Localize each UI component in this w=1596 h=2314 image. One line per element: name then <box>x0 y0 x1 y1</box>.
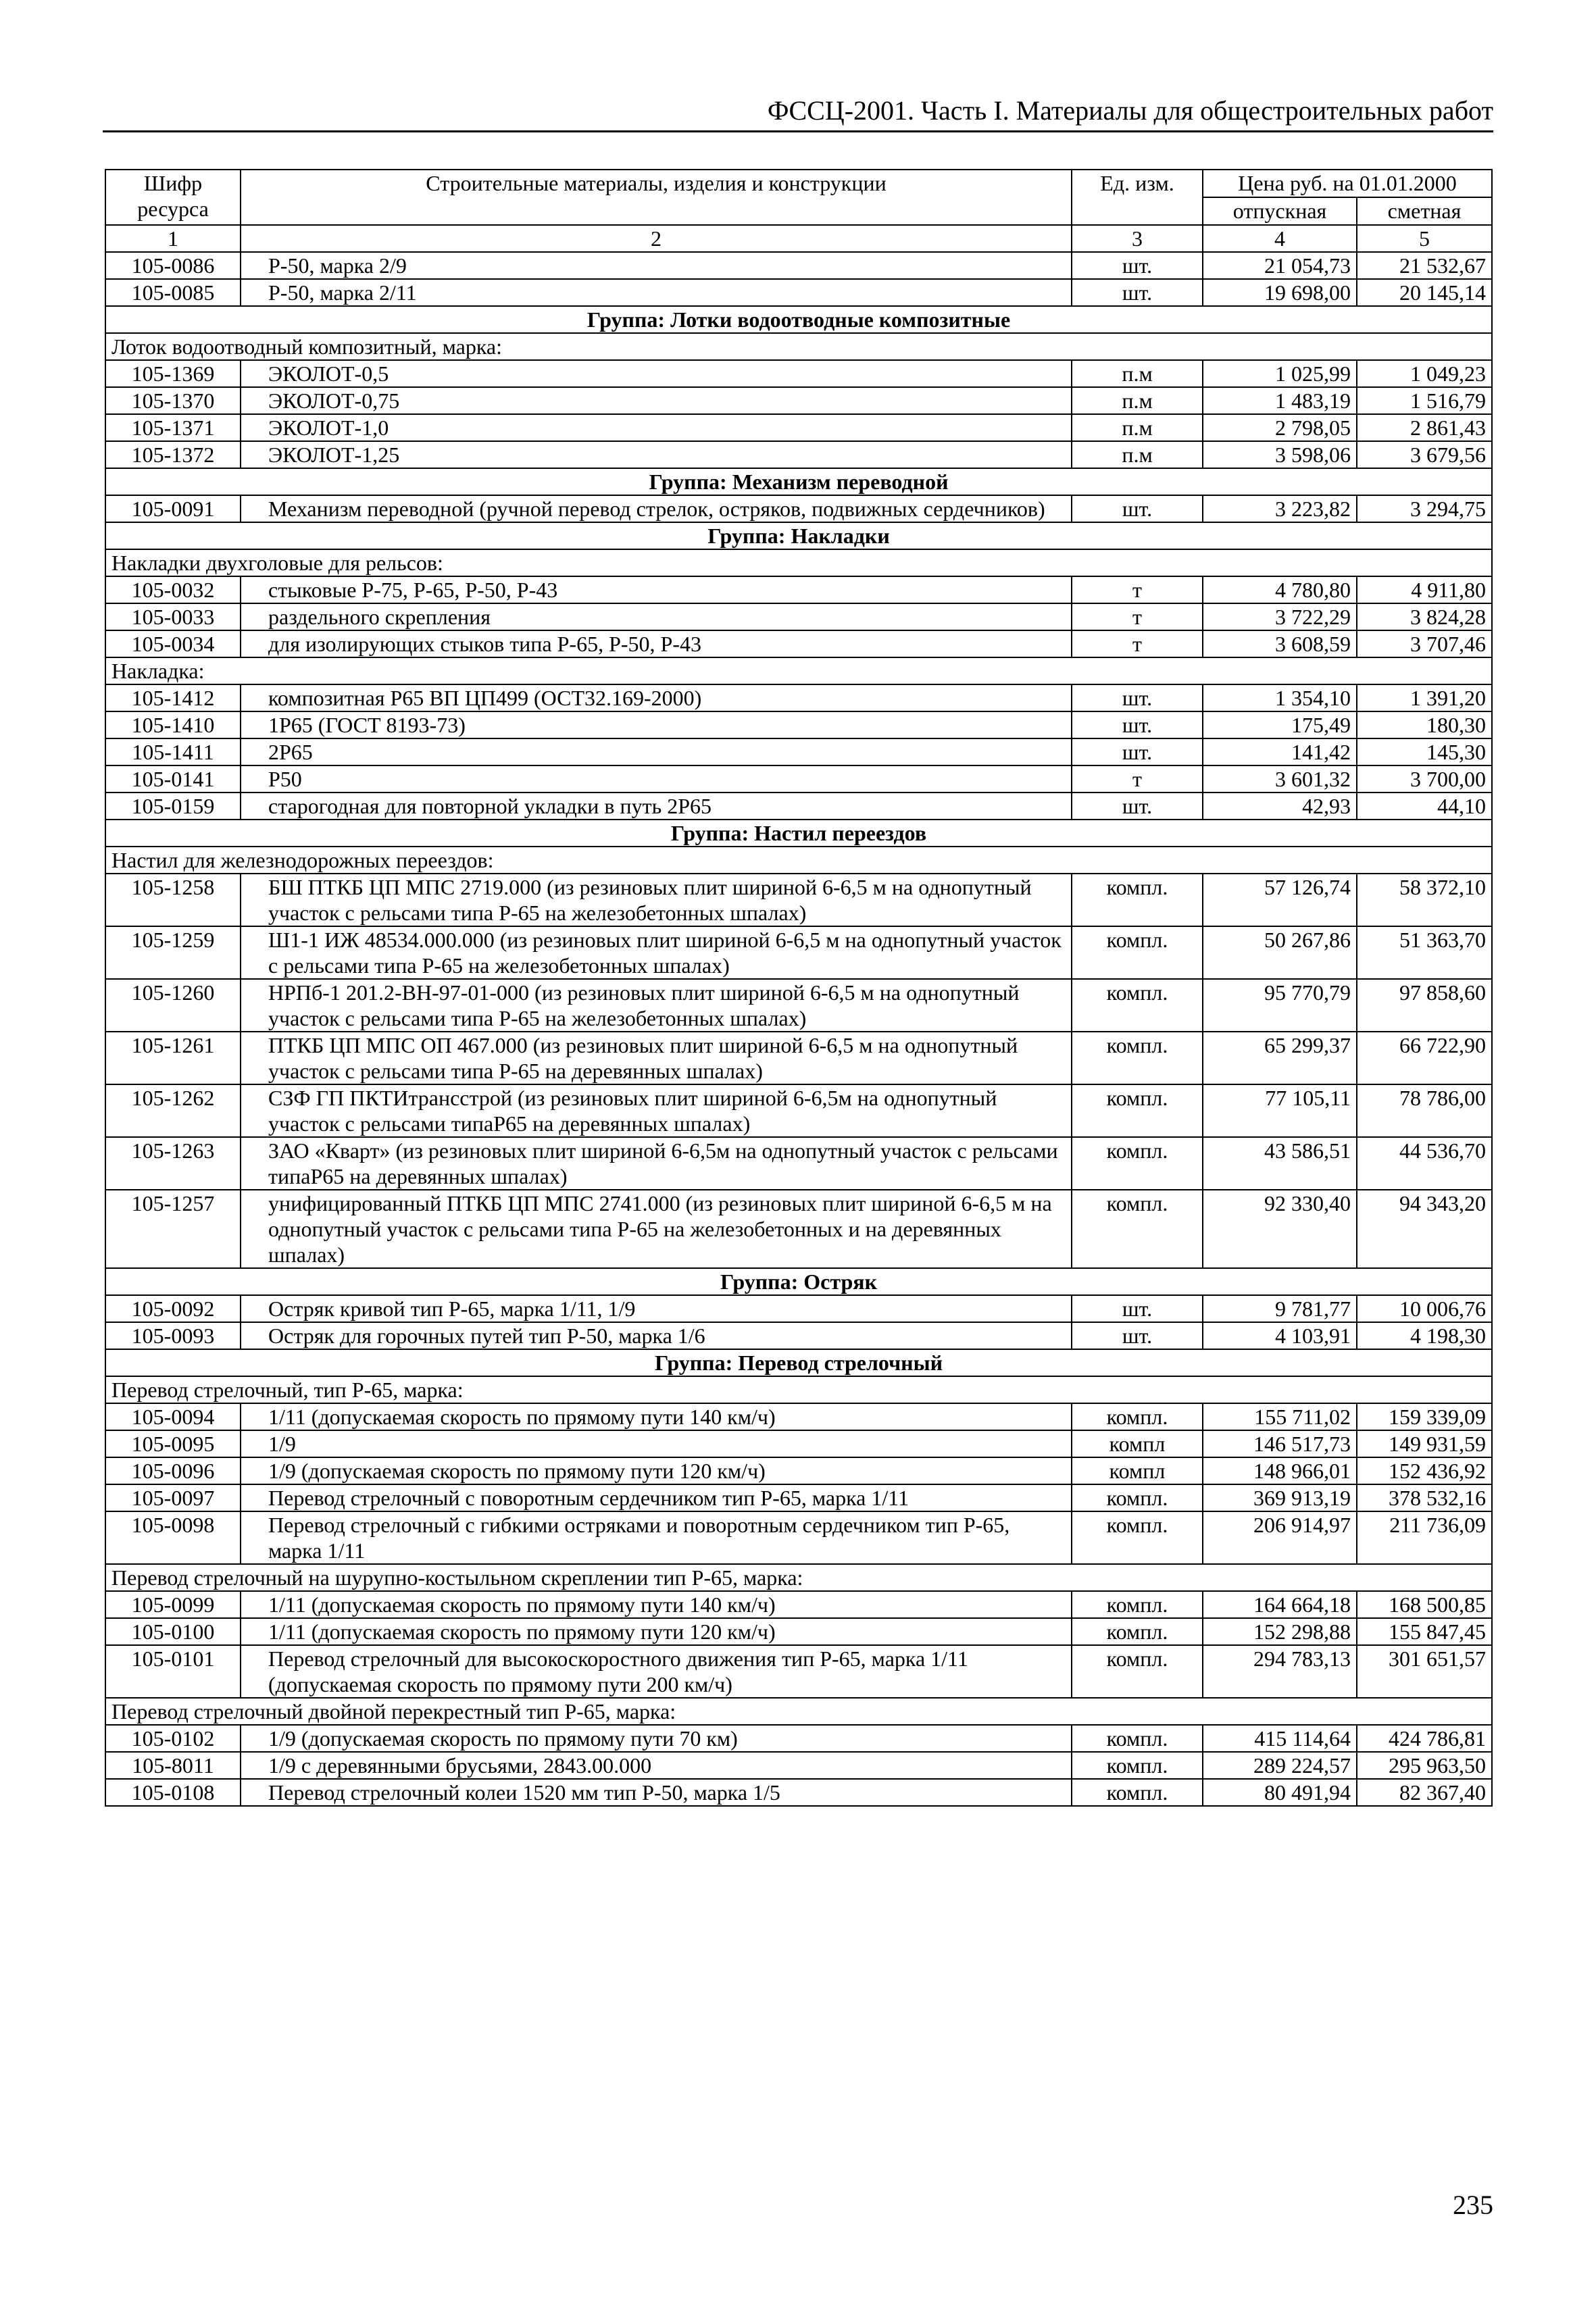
subheading: Перевод стрелочный на шурупно-костыльном скреплении тип Р-65, марка: <box>105 1564 1492 1591</box>
group-heading: Группа: Остряк <box>105 1268 1492 1295</box>
release-price: 21 054,73 <box>1203 252 1357 279</box>
material-name: Перевод стрелочный для высокоскоростного движения тип Р-65, марка 1/11 (допускаемая скорость по прямому пути 200 км/ч) <box>241 1645 1072 1698</box>
material-name: 1/11 (допускаемая скорость по прямому пути 140 км/ч) <box>241 1591 1072 1618</box>
table-row <box>105 441 1492 468</box>
group-heading: Группа: Настил переездов <box>105 820 1492 847</box>
resource-code: 105-1260 <box>105 979 241 1032</box>
material-name: Механизм переводной (ручной перевод стрелок, остряков, подвижных сердечников) <box>241 495 1072 522</box>
estimate-price: 378 532,16 <box>1357 1484 1492 1511</box>
group-heading-row <box>105 1349 1492 1376</box>
estimate-price: 180,30 <box>1357 711 1492 738</box>
unit-cell: компл. <box>1072 1779 1203 1806</box>
colnum-2: 2 <box>241 225 1072 252</box>
release-price: 3 601,32 <box>1203 765 1357 793</box>
unit-cell: т <box>1072 765 1203 793</box>
material-name: Перевод стрелочный с поворотным сердечником тип Р-65, марка 1/11 <box>241 1484 1072 1511</box>
unit-cell: шт. <box>1072 495 1203 522</box>
estimate-price: 3 707,46 <box>1357 630 1492 657</box>
estimate-price: 97 858,60 <box>1357 979 1492 1032</box>
resource-code: 105-1411 <box>105 738 241 765</box>
material-name: 1/11 (допускаемая скорость по прямому пути 120 км/ч) <box>241 1618 1072 1645</box>
material-name: 1/9 (допускаемая скорость по прямому пути 70 км) <box>241 1725 1072 1752</box>
header-name: Строительные материалы, изделия и конструкции <box>241 170 1072 225</box>
resource-code: 105-0092 <box>105 1295 241 1322</box>
material-name: старогодная для повторной укладки в путь 2Р65 <box>241 793 1072 820</box>
estimate-price: 3 824,28 <box>1357 603 1492 630</box>
unit-cell: компл. <box>1072 1725 1203 1752</box>
release-price: 148 966,01 <box>1203 1457 1357 1484</box>
resource-code: 105-1412 <box>105 684 241 711</box>
page-header-title: ФССЦ-2001. Часть I. Материалы для общестроительных работ <box>767 95 1493 126</box>
header-price: Цена руб. на 01.01.2000 <box>1203 170 1492 197</box>
group-heading-row <box>105 1268 1492 1295</box>
table-row <box>105 1779 1492 1806</box>
material-name: 1/9 (допускаемая скорость по прямому пути 120 км/ч) <box>241 1457 1072 1484</box>
resource-code: 105-0108 <box>105 1779 241 1806</box>
unit-cell: шт. <box>1072 1322 1203 1349</box>
table-row <box>105 765 1492 793</box>
resource-code: 105-0095 <box>105 1430 241 1457</box>
estimate-price: 94 343,20 <box>1357 1190 1492 1268</box>
release-price: 164 664,18 <box>1203 1591 1357 1618</box>
release-price: 4 103,91 <box>1203 1322 1357 1349</box>
unit-cell: компл. <box>1072 1752 1203 1779</box>
subheading: Перевод стрелочный двойной перекрестный тип Р-65, марка: <box>105 1698 1492 1725</box>
subheading-row <box>105 1564 1492 1591</box>
table-header-row <box>105 170 1492 197</box>
unit-cell: компл <box>1072 1457 1203 1484</box>
material-name: Перевод стрелочный колеи 1520 мм тип Р-50, марка 1/5 <box>241 1779 1072 1806</box>
unit-cell: шт. <box>1072 793 1203 820</box>
estimate-price: 82 367,40 <box>1357 1779 1492 1806</box>
unit-cell: т <box>1072 603 1203 630</box>
header-release-price: отпускная <box>1203 197 1357 225</box>
table-row <box>105 793 1492 820</box>
unit-cell: компл. <box>1072 1618 1203 1645</box>
resource-code: 105-1263 <box>105 1137 241 1190</box>
material-name: унифицированный ПТКБ ЦП МПС 2741.000 (из резиновых плит шириной 6-6,5 м на однопутный участок с рельсами типа Р-65 на железобетонных и на деревянных шпалах) <box>241 1190 1072 1268</box>
resource-code: 105-1258 <box>105 874 241 926</box>
unit-cell: шт. <box>1072 279 1203 306</box>
subheading: Лоток водоотводный композитный, марка: <box>105 333 1492 360</box>
unit-cell: п.м <box>1072 441 1203 468</box>
subheading-row <box>105 657 1492 684</box>
release-price: 2 798,05 <box>1203 414 1357 441</box>
estimate-price: 1 391,20 <box>1357 684 1492 711</box>
estimate-price: 44,10 <box>1357 793 1492 820</box>
subheading-row <box>105 1698 1492 1725</box>
release-price: 43 586,51 <box>1203 1137 1357 1190</box>
colnum-3: 3 <box>1072 225 1203 252</box>
header-unit: Ед. изм. <box>1072 170 1203 225</box>
release-price: 155 711,02 <box>1203 1403 1357 1430</box>
header-rule <box>103 130 1493 132</box>
table-row <box>105 1032 1492 1084</box>
resource-code: 105-1259 <box>105 926 241 979</box>
colnum-1: 1 <box>105 225 241 252</box>
resource-code: 105-0094 <box>105 1403 241 1430</box>
estimate-price: 149 931,59 <box>1357 1430 1492 1457</box>
estimate-price: 1 049,23 <box>1357 360 1492 387</box>
table-row <box>105 979 1492 1032</box>
subheading-row <box>105 333 1492 360</box>
release-price: 141,42 <box>1203 738 1357 765</box>
resource-code: 105-0097 <box>105 1484 241 1511</box>
material-name: Р-50, марка 2/11 <box>241 279 1072 306</box>
table-row <box>105 1403 1492 1430</box>
resource-code: 105-0033 <box>105 603 241 630</box>
estimate-price: 78 786,00 <box>1357 1084 1492 1137</box>
table-row <box>105 1618 1492 1645</box>
header-code: Шифр ресурса <box>105 170 241 225</box>
estimate-price: 10 006,76 <box>1357 1295 1492 1322</box>
material-name: НРПб-1 201.2-ВН-97-01-000 (из резиновых плит шириной 6-6,5 м на однопутный участок с рельсами типа Р-65 на железобетонных шпалах) <box>241 979 1072 1032</box>
release-price: 146 517,73 <box>1203 1430 1357 1457</box>
table-row <box>105 414 1492 441</box>
table-row <box>105 1322 1492 1349</box>
unit-cell: компл. <box>1072 1032 1203 1084</box>
release-price: 1 025,99 <box>1203 360 1357 387</box>
material-name: 1Р65 (ГОСТ 8193-73) <box>241 711 1072 738</box>
estimate-price: 51 363,70 <box>1357 926 1492 979</box>
group-heading-row <box>105 820 1492 847</box>
table-row <box>105 1591 1492 1618</box>
release-price: 19 698,00 <box>1203 279 1357 306</box>
resource-code: 105-1369 <box>105 360 241 387</box>
colnum-5: 5 <box>1357 225 1492 252</box>
release-price: 4 780,80 <box>1203 576 1357 603</box>
unit-cell: шт. <box>1072 1295 1203 1322</box>
material-name: композитная Р65 ВП ЦП499 (ОСТ32.169-2000) <box>241 684 1072 711</box>
group-heading: Группа: Механизм переводной <box>105 468 1492 495</box>
subheading-row <box>105 847 1492 874</box>
release-price: 57 126,74 <box>1203 874 1357 926</box>
resource-code: 105-1370 <box>105 387 241 414</box>
resource-code: 105-1257 <box>105 1190 241 1268</box>
material-name: Ш1-1 ИЖ 48534.000.000 (из резиновых плит шириной 6-6,5 м на однопутный участок с рельсами типа Р-65 на железобетонных шпалах) <box>241 926 1072 979</box>
resource-code: 105-0086 <box>105 252 241 279</box>
unit-cell: компл. <box>1072 926 1203 979</box>
unit-cell: компл. <box>1072 1137 1203 1190</box>
release-price: 42,93 <box>1203 793 1357 820</box>
unit-cell: компл <box>1072 1430 1203 1457</box>
group-heading-row <box>105 522 1492 549</box>
release-price: 369 913,19 <box>1203 1484 1357 1511</box>
table-row <box>105 1752 1492 1779</box>
material-name: стыковые Р-75, Р-65, Р-50, Р-43 <box>241 576 1072 603</box>
estimate-price: 3 679,56 <box>1357 441 1492 468</box>
release-price: 95 770,79 <box>1203 979 1357 1032</box>
table-row <box>105 252 1492 279</box>
table-row <box>105 874 1492 926</box>
release-price: 9 781,77 <box>1203 1295 1357 1322</box>
material-name: Остряк для горочных путей тип Р-50, марка 1/6 <box>241 1322 1072 1349</box>
table-row <box>105 360 1492 387</box>
release-price: 3 608,59 <box>1203 630 1357 657</box>
material-name: ЗАО «Кварт» (из резиновых плит шириной 6-6,5м на однопутный участок с рельсами типаР65 на деревянных шпалах) <box>241 1137 1072 1190</box>
estimate-price: 21 532,67 <box>1357 252 1492 279</box>
estimate-price: 3 700,00 <box>1357 765 1492 793</box>
unit-cell: компл. <box>1072 1190 1203 1268</box>
unit-cell: п.м <box>1072 387 1203 414</box>
table-row <box>105 711 1492 738</box>
material-name: Р50 <box>241 765 1072 793</box>
unit-cell: шт. <box>1072 738 1203 765</box>
estimate-price: 1 516,79 <box>1357 387 1492 414</box>
material-name: БШ ПТКБ ЦП МПС 2719.000 (из резиновых плит шириной 6-6,5 м на однопутный участок с рельсами типа Р-65 на железобетонных шпалах) <box>241 874 1072 926</box>
estimate-price: 145,30 <box>1357 738 1492 765</box>
table-row <box>105 1137 1492 1190</box>
colnum-4: 4 <box>1203 225 1357 252</box>
material-name: 1/9 с деревянными брусьями, 2843.00.000 <box>241 1752 1072 1779</box>
resource-code: 105-0141 <box>105 765 241 793</box>
page-number: 235 <box>1453 2190 1493 2220</box>
material-name: СЗФ ГП ПКТИтрансстрой (из резиновых плит шириной 6-6,5м на однопутный участок с рельсами типаР65 на деревянных шпалах) <box>241 1084 1072 1137</box>
release-price: 206 914,97 <box>1203 1511 1357 1564</box>
release-price: 1 483,19 <box>1203 387 1357 414</box>
group-heading: Группа: Накладки <box>105 522 1492 549</box>
release-price: 50 267,86 <box>1203 926 1357 979</box>
unit-cell: компл. <box>1072 874 1203 926</box>
table-row <box>105 387 1492 414</box>
table-row <box>105 603 1492 630</box>
subheading-row <box>105 1376 1492 1403</box>
unit-cell: компл. <box>1072 1084 1203 1137</box>
table-row <box>105 1457 1492 1484</box>
unit-cell: шт. <box>1072 711 1203 738</box>
table-row <box>105 1430 1492 1457</box>
resource-code: 105-0102 <box>105 1725 241 1752</box>
resource-code: 105-0099 <box>105 1591 241 1618</box>
header-estimate-price: сметная <box>1357 197 1492 225</box>
subheading: Накладки двухголовые для рельсов: <box>105 549 1492 576</box>
unit-cell: т <box>1072 630 1203 657</box>
release-price: 65 299,37 <box>1203 1032 1357 1084</box>
resource-code: 105-0034 <box>105 630 241 657</box>
group-heading: Группа: Перевод стрелочный <box>105 1349 1492 1376</box>
release-price: 3 722,29 <box>1203 603 1357 630</box>
unit-cell: п.м <box>1072 414 1203 441</box>
release-price: 92 330,40 <box>1203 1190 1357 1268</box>
unit-cell: компл. <box>1072 1591 1203 1618</box>
price-table <box>105 169 1493 1807</box>
resource-code: 105-1262 <box>105 1084 241 1137</box>
material-name: ЭКОЛОТ-1,25 <box>241 441 1072 468</box>
unit-cell: компл. <box>1072 979 1203 1032</box>
subheading: Настил для железнодорожных переездов: <box>105 847 1492 874</box>
material-name: Остряк кривой тип Р-65, марка 1/11, 1/9 <box>241 1295 1072 1322</box>
group-heading-row <box>105 306 1492 333</box>
unit-cell: компл. <box>1072 1484 1203 1511</box>
estimate-price: 155 847,45 <box>1357 1618 1492 1645</box>
column-numbers-row <box>105 225 1492 252</box>
material-name: Р-50, марка 2/9 <box>241 252 1072 279</box>
table-row <box>105 495 1492 522</box>
release-price: 415 114,64 <box>1203 1725 1357 1752</box>
release-price: 175,49 <box>1203 711 1357 738</box>
resource-code: 105-1372 <box>105 441 241 468</box>
material-name: Перевод стрелочный с гибкими остряками и поворотным сердечником тип Р-65, марка 1/11 <box>241 1511 1072 1564</box>
estimate-price: 4 911,80 <box>1357 576 1492 603</box>
material-name: для изолирующих стыков типа Р-65, Р-50, Р-43 <box>241 630 1072 657</box>
resource-code: 105-1261 <box>105 1032 241 1084</box>
release-price: 77 105,11 <box>1203 1084 1357 1137</box>
estimate-price: 152 436,92 <box>1357 1457 1492 1484</box>
estimate-price: 20 145,14 <box>1357 279 1492 306</box>
table-row <box>105 279 1492 306</box>
table-row <box>105 738 1492 765</box>
material-name: ЭКОЛОТ-1,0 <box>241 414 1072 441</box>
subheading: Перевод стрелочный, тип Р-65, марка: <box>105 1376 1492 1403</box>
estimate-price: 424 786,81 <box>1357 1725 1492 1752</box>
table-body <box>105 170 1492 1806</box>
estimate-price: 4 198,30 <box>1357 1322 1492 1349</box>
resource-code: 105-0091 <box>105 495 241 522</box>
estimate-price: 66 722,90 <box>1357 1032 1492 1084</box>
release-price: 152 298,88 <box>1203 1618 1357 1645</box>
estimate-price: 2 861,43 <box>1357 414 1492 441</box>
subheading-row <box>105 549 1492 576</box>
release-price: 289 224,57 <box>1203 1752 1357 1779</box>
resource-code: 105-0159 <box>105 793 241 820</box>
table-row <box>105 1511 1492 1564</box>
group-heading: Группа: Лотки водоотводные композитные <box>105 306 1492 333</box>
release-price: 3 598,06 <box>1203 441 1357 468</box>
material-name: 2Р65 <box>241 738 1072 765</box>
estimate-price: 295 963,50 <box>1357 1752 1492 1779</box>
subheading: Накладка: <box>105 657 1492 684</box>
resource-code: 105-0085 <box>105 279 241 306</box>
unit-cell: шт. <box>1072 252 1203 279</box>
unit-cell: компл. <box>1072 1403 1203 1430</box>
unit-cell: компл. <box>1072 1645 1203 1698</box>
unit-cell: шт. <box>1072 684 1203 711</box>
table-row <box>105 684 1492 711</box>
table-row <box>105 1725 1492 1752</box>
release-price: 3 223,82 <box>1203 495 1357 522</box>
resource-code: 105-0096 <box>105 1457 241 1484</box>
estimate-price: 58 372,10 <box>1357 874 1492 926</box>
estimate-price: 159 339,09 <box>1357 1403 1492 1430</box>
resource-code: 105-0100 <box>105 1618 241 1645</box>
estimate-price: 168 500,85 <box>1357 1591 1492 1618</box>
resource-code: 105-0032 <box>105 576 241 603</box>
group-heading-row <box>105 468 1492 495</box>
resource-code: 105-0101 <box>105 1645 241 1698</box>
table-row <box>105 630 1492 657</box>
estimate-price: 3 294,75 <box>1357 495 1492 522</box>
unit-cell: п.м <box>1072 360 1203 387</box>
resource-code: 105-8011 <box>105 1752 241 1779</box>
table-row <box>105 1190 1492 1268</box>
table-row <box>105 576 1492 603</box>
material-name: раздельного скрепления <box>241 603 1072 630</box>
release-price: 294 783,13 <box>1203 1645 1357 1698</box>
resource-code: 105-0098 <box>105 1511 241 1564</box>
resource-code: 105-0093 <box>105 1322 241 1349</box>
material-name: ЭКОЛОТ-0,5 <box>241 360 1072 387</box>
material-name: ПТКБ ЦП МПС ОП 467.000 (из резиновых плит шириной 6-6,5 м на однопутный участок с рельсами типа Р-65 на деревянных шпалах) <box>241 1032 1072 1084</box>
material-name: ЭКОЛОТ-0,75 <box>241 387 1072 414</box>
unit-cell: компл. <box>1072 1511 1203 1564</box>
table-row <box>105 1645 1492 1698</box>
resource-code: 105-1371 <box>105 414 241 441</box>
estimate-price: 211 736,09 <box>1357 1511 1492 1564</box>
unit-cell: т <box>1072 576 1203 603</box>
resource-code: 105-1410 <box>105 711 241 738</box>
estimate-price: 301 651,57 <box>1357 1645 1492 1698</box>
material-name: 1/11 (допускаемая скорость по прямому пути 140 км/ч) <box>241 1403 1072 1430</box>
material-name: 1/9 <box>241 1430 1072 1457</box>
table-row <box>105 1484 1492 1511</box>
release-price: 80 491,94 <box>1203 1779 1357 1806</box>
table-row <box>105 1084 1492 1137</box>
table-row <box>105 1295 1492 1322</box>
release-price: 1 354,10 <box>1203 684 1357 711</box>
estimate-price: 44 536,70 <box>1357 1137 1492 1190</box>
table-row <box>105 926 1492 979</box>
